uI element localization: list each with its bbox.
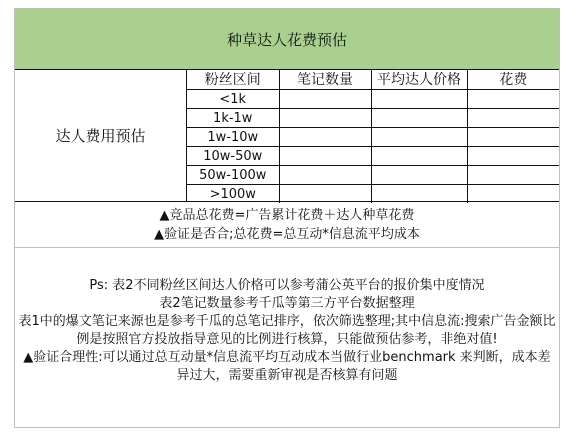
formula-notes <box>15 202 559 248</box>
row-group-label-text: 达人费用预估 <box>55 126 146 145</box>
cell-note-count[interactable] <box>279 90 371 109</box>
cell-note-count[interactable] <box>279 128 371 147</box>
header-fan-range[interactable]: 粉丝区间 <box>187 69 279 90</box>
cell-avg-price[interactable] <box>371 109 467 128</box>
explanation-notes <box>17 277 557 417</box>
cell-avg-price[interactable] <box>371 128 467 147</box>
note-line: 表1中的爆文笔记来源也是参考千瓜的总笔记排序，依次筛选整理;其中信息流:搜索广告金额比例是按照官方投放指导意见的比例进行核算，只能做预估参考，非绝对值! <box>18 314 556 347</box>
cell-fan-range[interactable]: 1k-1w <box>187 109 279 128</box>
sheet-title <box>15 9 559 70</box>
note-line: ▲验证合理性:可以通过总互动量*信息流平均互动成本当做行业benchmark 来判断，成本差异过大，需要重新审视是否核算有问题 <box>23 350 551 383</box>
cost-table-block <box>15 69 559 202</box>
cell-avg-price[interactable] <box>371 166 467 185</box>
cell-fan-range[interactable]: 1w-10w <box>187 128 279 147</box>
header-avg-price[interactable]: 平均达人价格 <box>371 69 467 90</box>
title-text: 种草达人花费预估 <box>226 30 347 49</box>
table-row <box>187 90 559 109</box>
note-line: 表2笔记数量参考千瓜等第三方平台数据整理 <box>159 296 415 311</box>
header-cost[interactable]: 花费 <box>467 69 559 90</box>
cell-cost[interactable] <box>467 128 559 147</box>
cell-note-count[interactable] <box>279 147 371 166</box>
cell-note-count[interactable] <box>279 109 371 128</box>
table-header-row <box>187 69 559 90</box>
cell-note-count[interactable] <box>279 166 371 185</box>
table-row <box>187 185 559 204</box>
cost-table <box>187 69 559 203</box>
table-row <box>187 147 559 166</box>
table-row <box>187 128 559 147</box>
cell-avg-price[interactable] <box>371 90 467 109</box>
cell-avg-price[interactable] <box>371 147 467 166</box>
formula-line: ▲验证是否合;总花费=总互动*信息流平均成本 <box>154 226 420 242</box>
cell-cost[interactable] <box>467 109 559 128</box>
cell-fan-range[interactable]: 10w-50w <box>187 147 279 166</box>
cell-cost[interactable] <box>467 147 559 166</box>
cell-fan-range[interactable]: 50w-100w <box>187 166 279 185</box>
cell-cost[interactable] <box>467 185 559 204</box>
header-note-count[interactable]: 笔记数量 <box>279 69 371 90</box>
formula-line: ▲竞品总花费=广告累计花费＋达人种草花费 <box>159 207 415 223</box>
cell-fan-range[interactable]: >100w <box>187 185 279 204</box>
row-group-label <box>15 69 187 201</box>
note-line: Ps: 表2不同粉丝区间达人价格可以参考蒲公英平台的报价集中度情况 <box>89 278 485 293</box>
cell-cost[interactable] <box>467 90 559 109</box>
table-row <box>187 166 559 185</box>
cell-note-count[interactable] <box>279 185 371 204</box>
spreadsheet-sheet <box>14 8 560 428</box>
table-row <box>187 109 559 128</box>
cell-fan-range[interactable]: <1k <box>187 90 279 109</box>
cell-avg-price[interactable] <box>371 185 467 204</box>
cell-cost[interactable] <box>467 166 559 185</box>
